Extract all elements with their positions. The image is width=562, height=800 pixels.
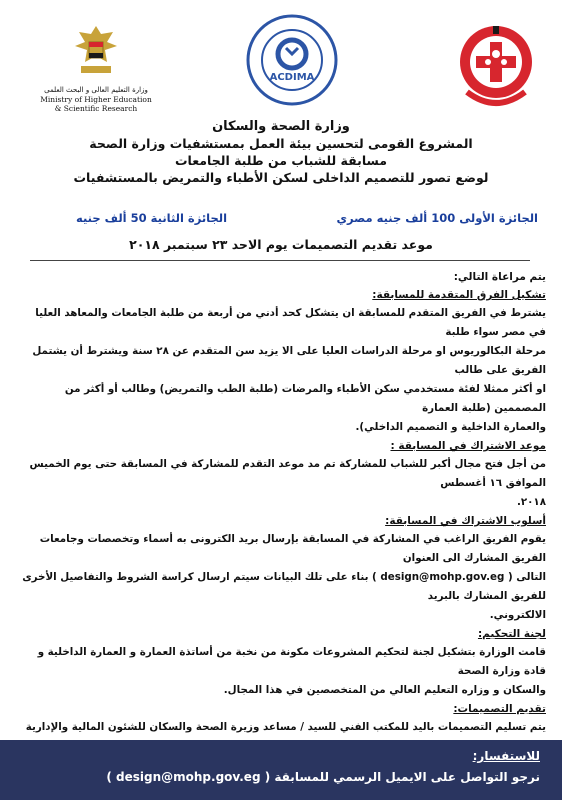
acdima-logo bbox=[246, 14, 338, 106]
intro-text: يتم مراعاة التالي: bbox=[453, 271, 546, 283]
team-paragraph-line: او أكثر ممثلا لفئة مستخدمي سكن الأطباء والمرضات (طلبة الطب والتمريض) وطالب أو أكثر من المصممين (طلبة العمارة bbox=[64, 383, 546, 414]
participation-paragraph-line: ٢٠١٨. bbox=[516, 496, 546, 508]
submission-deadline: موعد تقديم التصميمات يوم الاحد ٢٣ سبتمبر ٢٠١٨ bbox=[129, 237, 433, 252]
contact-email-link[interactable]: design@mohp.gov.eg bbox=[380, 571, 505, 583]
title-competition: مسابقة للشباب من طلبة الجامعات bbox=[175, 153, 387, 168]
team-paragraph-line: يشترط في الفريق المتقدم للمسابقة ان يتشكل كحد أدني من أربعة من طلبة الجامعات والمعاهد العليا في مصر سواء طلبة bbox=[35, 307, 546, 338]
method-text-before-email: التالى ( bbox=[507, 571, 546, 583]
method-text-after-email: ) بناء على تلك البيانات سيتم ارسال كراسة الشروط والتفاصيل الأخرى للفريق المشارك بالبريد bbox=[22, 571, 546, 602]
team-heading: تشكيل الفرق المتقدمة للمسابقة: bbox=[372, 289, 546, 301]
higher-education-name-en-2: & Scientific Research bbox=[54, 104, 138, 113]
higher-education-name-ar: وزارة التعليم العالى و البحث العلمى bbox=[44, 86, 148, 94]
egypt-eagle-icon bbox=[71, 22, 121, 80]
svg-text:ACDIMA: ACDIMA bbox=[269, 72, 315, 83]
jury-heading: لجنة التحكيم: bbox=[477, 628, 546, 640]
prizes-row bbox=[16, 211, 546, 233]
method-paragraph-line bbox=[16, 568, 546, 606]
divider bbox=[30, 260, 530, 261]
submission-heading: تقديم التصميمات: bbox=[453, 703, 546, 715]
title-purpose: لوضع تصور للتصميم الداخلى لسكن الأطباء والتمريض بالمستشفيات bbox=[73, 170, 489, 185]
inquiry-footer bbox=[0, 740, 562, 800]
inquiry-text-after-email: ) bbox=[106, 770, 112, 784]
header bbox=[0, 0, 562, 120]
inquiry-text-before-email: نرجو التواصل على الايميل الرسمي للمسابقة ( bbox=[264, 770, 540, 784]
title-block bbox=[20, 118, 542, 186]
team-paragraph-line: مرحلة البكالوريوس او مرحلة الدراسات العليا على الا يزيد سن المتقدم عن ٢٨ سنة ويشترط أن يشتمل الفريق على طالب bbox=[32, 345, 546, 376]
jury-paragraph-line: والسكان و وزاره التعليم العالي من المتخصصين في هذا المجال. bbox=[223, 684, 546, 696]
participation-paragraph-line: من أجل فتح مجال أكبر للشباب للمشاركة تم مد موعد التقدم للمشاركة في المسابقة حتى يوم الخميس الموافق ١٦ أغسطس bbox=[29, 458, 546, 489]
method-heading: أسلوب الاشتراك في المسابقة: bbox=[385, 515, 546, 527]
health-ministry-logo-icon bbox=[455, 22, 537, 114]
higher-education-logo bbox=[36, 22, 156, 120]
health-ministry-logo bbox=[455, 22, 537, 114]
method-paragraph-line: الالكتروني. bbox=[489, 609, 546, 621]
higher-education-name-en-1: Ministry of Higher Education bbox=[40, 95, 152, 104]
jury-paragraph-line: قامت الوزارة بتشكيل لجنة لتحكيم المشروعات مكونة من نخبة من أساتذة العمارة و العمارة الداخلية و قادة وزارة الصحة bbox=[37, 646, 546, 677]
acdima-logo-icon bbox=[246, 14, 338, 106]
second-prize: الجائزة الثانية 50 ألف جنيه bbox=[76, 211, 228, 225]
inquiry-text bbox=[0, 766, 540, 788]
method-paragraph-line: يقوم الفريق الراغب في المشاركة في المسابقة بإرسال بريد الكترونى به أسماء وتخصصات وجامعات الفريق المشارك الى العنوان bbox=[39, 533, 546, 564]
title-ministry: وزارة الصحة والسكان bbox=[212, 119, 350, 134]
first-prize: الجائزة الأولى 100 ألف جنيه مصري bbox=[336, 211, 538, 225]
footer-email-link[interactable]: design@mohp.gov.eg bbox=[116, 770, 261, 784]
participation-heading: موعد الاشتراك في المسابقة : bbox=[390, 440, 546, 452]
team-paragraph-line: والعمارة الداخلية و التصميم الداخلي). bbox=[355, 421, 546, 433]
title-project: المشروع القومى لتحسين بيئة العمل بمستشفيات وزارة الصحة bbox=[89, 136, 473, 151]
inquiry-title: للاستفسار: bbox=[472, 749, 540, 763]
announcement-body bbox=[16, 268, 546, 775]
submission-paragraph-line: يتم تسليم التصميمات باليد للمكتب الفني للسيد / مساعد وزيرة الصحة والسكان للشئون المالية والإدارية bbox=[25, 721, 546, 733]
